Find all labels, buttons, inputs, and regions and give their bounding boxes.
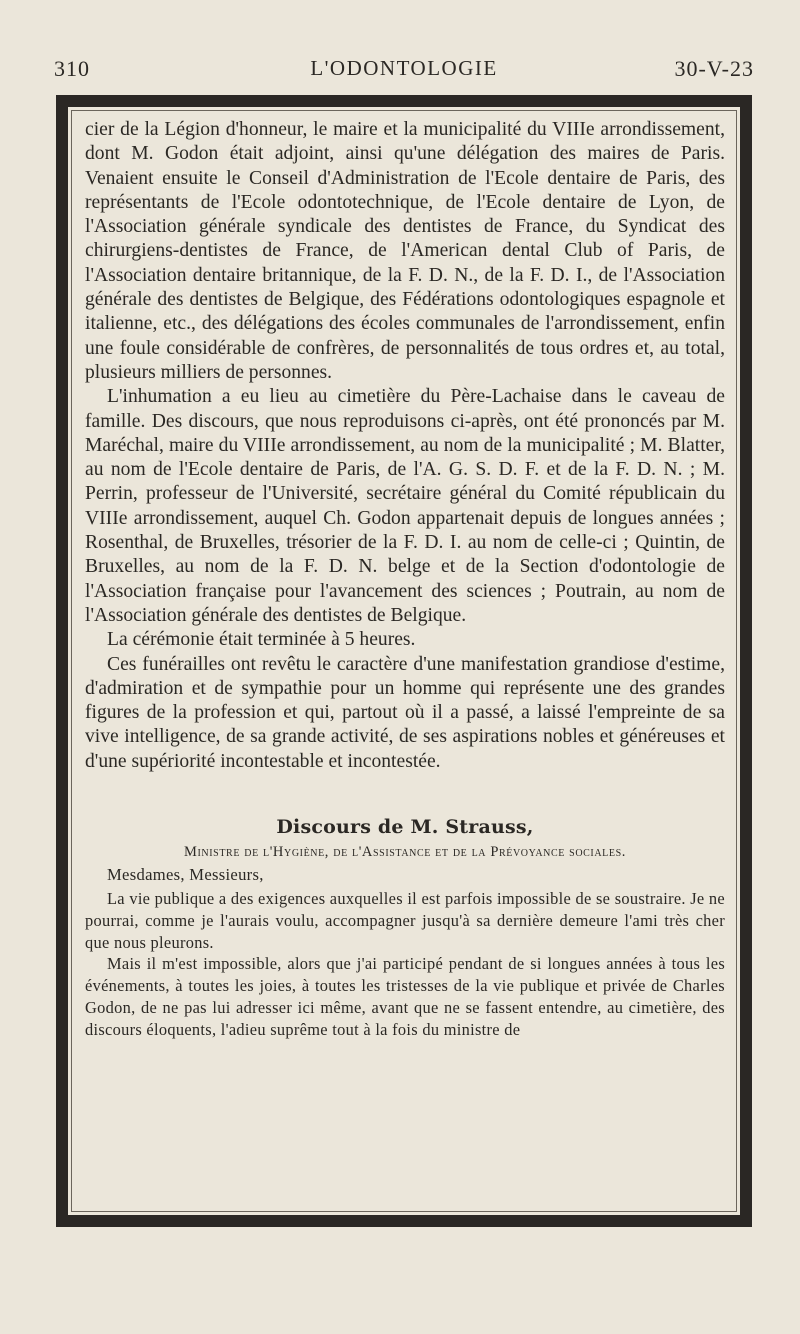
speech-paragraph-2: Mais il m'est impossible, alors que j'ai participé pendant de si longues années à tous les événements, à toutes les joies, à toutes les tristesses de la vie publique et privée de Charles Godon, de ne pas lui adresser ici même, avant que ne se fassent entendre, au cimetière, des discours éloquents, l'adieu suprême tout à la fois du ministre de bbox=[85, 954, 725, 1039]
speech-salutation: Mesdames, Messieurs, bbox=[107, 865, 264, 885]
journal-title: L'ODONTOLOGIE bbox=[310, 56, 498, 80]
article-body bbox=[85, 118, 725, 1041]
page-number: 310 bbox=[54, 56, 90, 81]
speech-title: Discours de M. Strauss, bbox=[276, 816, 534, 839]
paragraph-1: cier de la Légion d'honneur, le maire et la municipalité du VIIIe arrondissement, dont M. Godon était adjoint, ainsi qu'une délégation des maires de Paris. Venaient ensuite le Conseil d'Administration de l'Ecole dentaire de Paris, des représentants de l'Ecole odontotechnique, de l'Ecole dentaire de Lyon, de l'Association générale syndicale des dentistes de France, du Syndicat des chirurgiens-dentistes de France, de l'American dental Club of Paris, de l'Association dentaire britannique, de la F. D. N., de la F. D. I., de l'Association générale des dentistes de Belgique, des Fédérations odontologiques espagnole et italienne, etc., des délégations des écoles communales de l'arrondissement, enfin une foule considérable de confrères, de personnalités de tous ordres et, au total, plusieurs milliers de personnes. bbox=[85, 119, 725, 383]
paragraph-3: La cérémonie était terminée à 5 heures. bbox=[107, 629, 416, 651]
issue-date: 30-V-23 bbox=[674, 56, 754, 81]
paragraph-2: L'inhumation a eu lieu au cimetière du Père-Lachaise dans le caveau de famille. Des discours, que nous reproduisons ci-après, ont été prononcés par M. Maréchal, maire du VIIIe arrondissement, au nom de la municipalité ; M. Blatter, au nom de l'Ecole dentaire de Paris, de l'A. G. S. D. F. et de la F. D. N. ; M. Perrin, professeur de l'Université, secrétaire général du Comité républicain du VIIIe arrondissement, auquel Ch. Godon appartenait depuis de longues années ; Rosenthal, de Bruxelles, trésorier de la F. D. I. au nom de celle-ci ; Quintin, de Bruxelles, au nom de la F. D. N. belge et de la Section d'odontologie de l'Association française pour l'avancement des sciences ; Poutrain, au nom de l'Association générale des dentistes de Belgique. bbox=[85, 386, 725, 626]
running-head bbox=[54, 56, 754, 86]
speech-subtitle: Ministre de l'Hygiène, de l'Assistance et de la Prévoyance sociales. bbox=[184, 844, 626, 861]
speech-paragraph-1: La vie publique a des exigences auxquelles il est parfois impossible de se soustraire. Je ne pourrai, comme je l'aurais voulu, accompagner jusqu'à sa dernière demeure l'ami très cher que nous pleurons. bbox=[85, 889, 725, 952]
paragraph-4: Ces funérailles ont revêtu le caractère d'une manifestation grandiose d'estime, d'admiration et de sympathie pour un homme qui représente une des grandes figures de la profession et qui, partout où il a passé, a laissé l'empreinte de sa vive intelligence, de sa grande activité, de ses aspirations nobles et généreuses et d'une supériorité incontestable et incontestée. bbox=[85, 653, 725, 772]
